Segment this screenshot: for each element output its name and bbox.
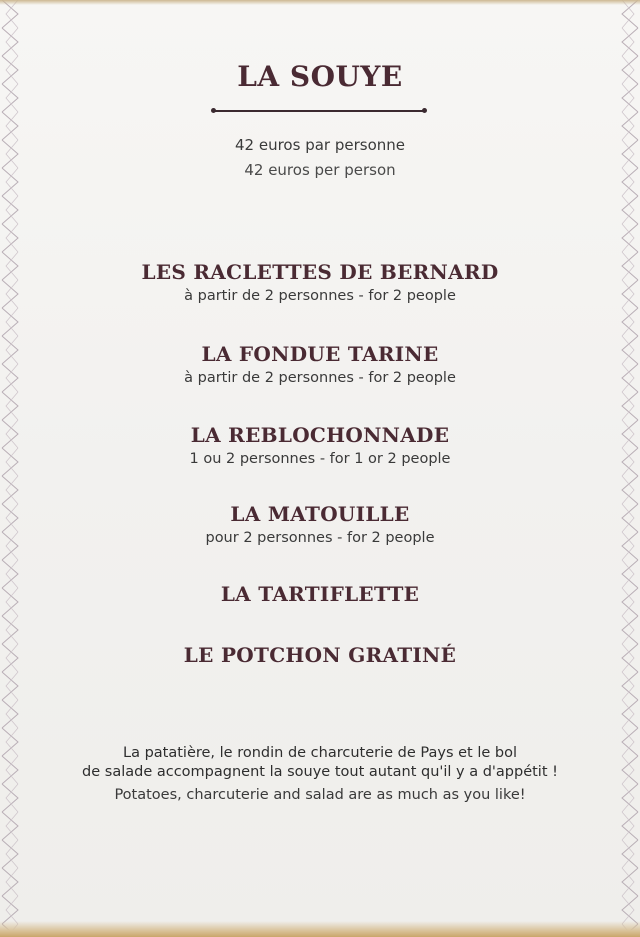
footer-french-line-1: La patatière, le rondin de charcuterie de Pays et le bol [123,745,517,761]
dish-tartiflette [0,582,640,606]
price-english: 42 euros per person [244,161,396,179]
bottom-edge [0,921,640,937]
dish-raclettes [0,260,640,304]
dish-potchon [0,643,640,667]
dish-fondue [0,342,640,386]
dish-name: LA TARTIFLETTE [220,582,420,606]
dish-note: pour 2 personnes - for 2 people [205,530,435,546]
menu-title: LA SOUYE [237,60,403,93]
dish-note: à partir de 2 personnes - for 2 people [184,370,456,386]
dish-reblochonnade [0,423,640,467]
dish-note: à partir de 2 personnes - for 2 people [184,288,456,304]
dish-name: LA REBLOCHONNADE [190,423,450,447]
title-divider [214,110,424,112]
footer-french-line-2: de salade accompagnent la souye tout autant qu'il y a d'appétit ! [82,764,558,780]
footer-english: Potatoes, charcuterie and salad are as much as you like! [114,787,526,803]
menu-footer [0,744,640,805]
dish-name: LE POTCHON GRATINÉ [183,643,457,667]
top-edge [0,0,640,5]
dish-name: LA FONDUE TARINE [201,342,439,366]
dish-name: LA MATOUILLE [230,502,410,526]
dish-note: 1 ou 2 personnes - for 1 or 2 people [189,451,451,467]
dish-name: LES RACLETTES DE BERNARD [141,260,499,284]
dish-matouille [0,502,640,546]
price-french: 42 euros par personne [235,136,405,154]
